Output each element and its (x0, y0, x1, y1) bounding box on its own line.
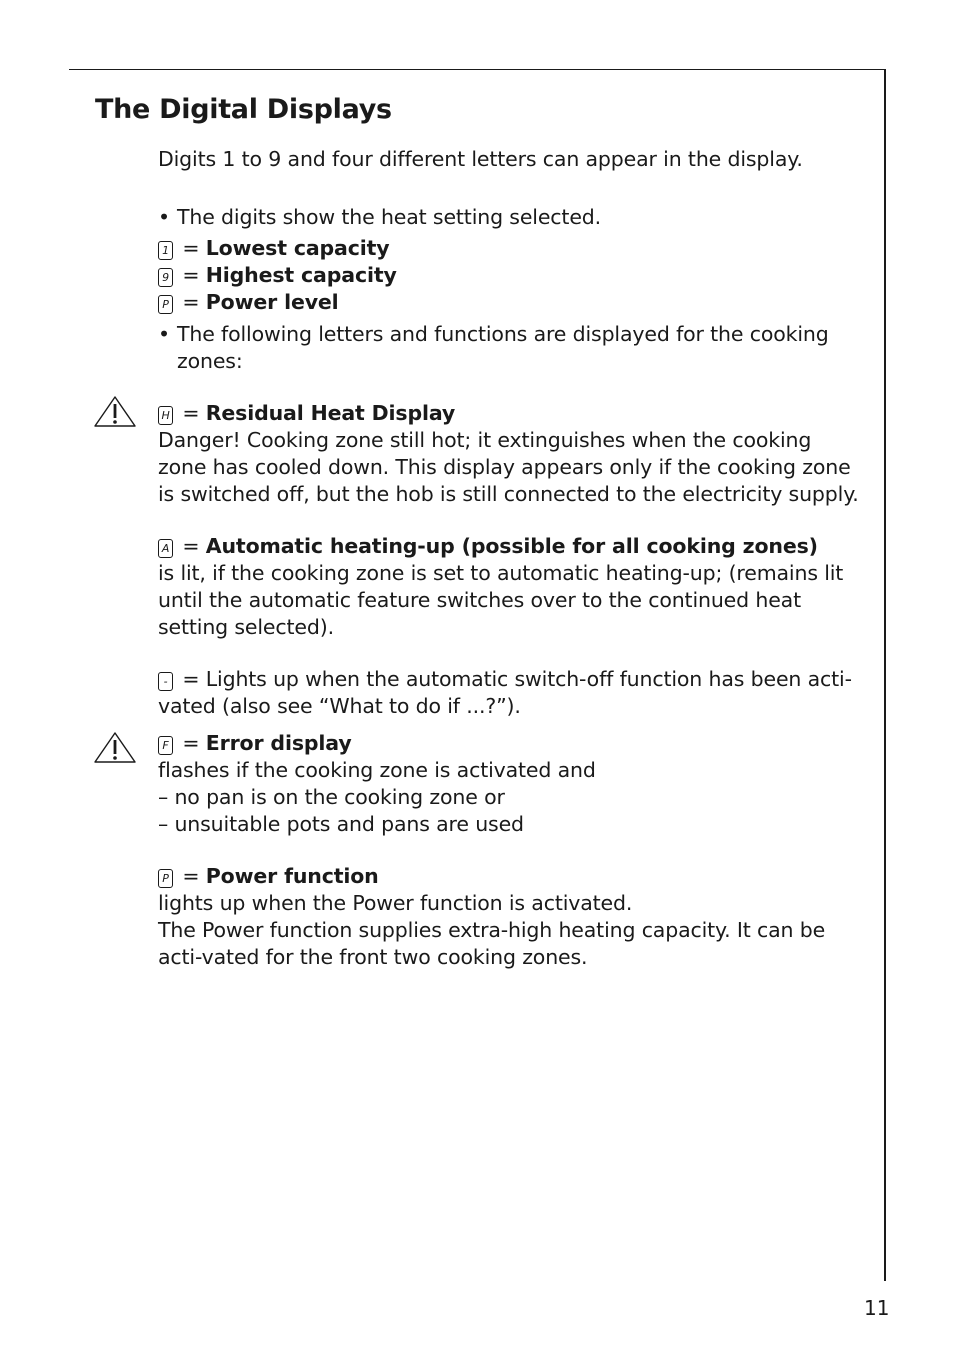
bullet-text: The following letters and functions are displayed for the cooking zones: (177, 322, 829, 373)
page-title: The Digital Displays (95, 94, 392, 125)
top-rule (69, 69, 886, 70)
item-label: Highest capacity (205, 263, 397, 287)
bullet-dot: • (158, 205, 170, 229)
power-function-heading (158, 863, 862, 890)
display-letter-f-icon: F (158, 736, 173, 755)
digit-item (158, 289, 862, 316)
item-sep: = (176, 731, 206, 755)
residual-heat-heading (158, 400, 862, 427)
display-letter-p-icon: P (158, 869, 173, 888)
warning-triangle-icon (93, 731, 137, 763)
item-label: Error display (205, 731, 352, 755)
item-label: Automatic heating-up (possible for all cooking zones) (205, 534, 818, 558)
switch-off-item (158, 666, 862, 720)
error-display-heading (158, 730, 862, 757)
bullet-dot: • (158, 322, 170, 346)
display-digit-9-icon: 9 (158, 268, 173, 287)
residual-heat-text: Danger! Cooking zone still hot; it extinguishes when the cooking zone has cooled down. This display appears only if the cooking zone is switched off, but the hob is still connected to the electricity supply. (158, 428, 859, 506)
display-letter-p-icon: P (158, 295, 173, 314)
display-digit-1-icon: 1 (158, 241, 173, 260)
auto-heating-text: is lit, if the cooking zone is set to automatic heating-up; (remains lit until the automatic feature switches over to the continued heat setting selected). (158, 561, 844, 639)
error-line: flashes if the cooking zone is activated and (158, 758, 596, 782)
display-dash-icon: - (158, 672, 173, 691)
digit-item (158, 235, 862, 262)
warning-triangle-icon (93, 395, 137, 427)
item-label: Power function (205, 864, 379, 888)
switch-off-text: = Lights up when the automatic switch-off function has been acti-vated (also see “What to do if ...?”). (158, 667, 852, 718)
item-sep: = (176, 236, 206, 260)
right-rule (884, 69, 886, 1281)
item-label: Power level (205, 290, 339, 314)
content (158, 146, 862, 971)
error-line: – no pan is on the cooking zone or (158, 785, 505, 809)
item-sep: = (176, 864, 206, 888)
item-label: Residual Heat Display (205, 401, 456, 425)
item-label: Lowest capacity (205, 236, 390, 260)
display-letter-h-icon: H (158, 406, 173, 425)
power-function-line: lights up when the Power function is activated. (158, 891, 633, 915)
digit-item (158, 262, 862, 289)
item-sep: = (176, 263, 206, 287)
item-sep: = (176, 534, 206, 558)
display-letter-a-icon: A (158, 539, 173, 558)
auto-heating-heading (158, 533, 862, 560)
digits-bullet (158, 204, 862, 231)
error-line: – unsuitable pots and pans are used (158, 812, 524, 836)
power-function-line: The Power function supplies extra-high heating capacity. It can be acti-vated for the front two cooking zones. (158, 918, 826, 969)
item-sep: = (176, 401, 206, 425)
page-number: 11 (864, 1296, 890, 1320)
item-sep: = (176, 290, 206, 314)
intro-text: Digits 1 to 9 and four different letters can appear in the display. (158, 147, 803, 171)
bullet-text: The digits show the heat setting selected. (177, 205, 602, 229)
letters-bullet (158, 321, 862, 375)
